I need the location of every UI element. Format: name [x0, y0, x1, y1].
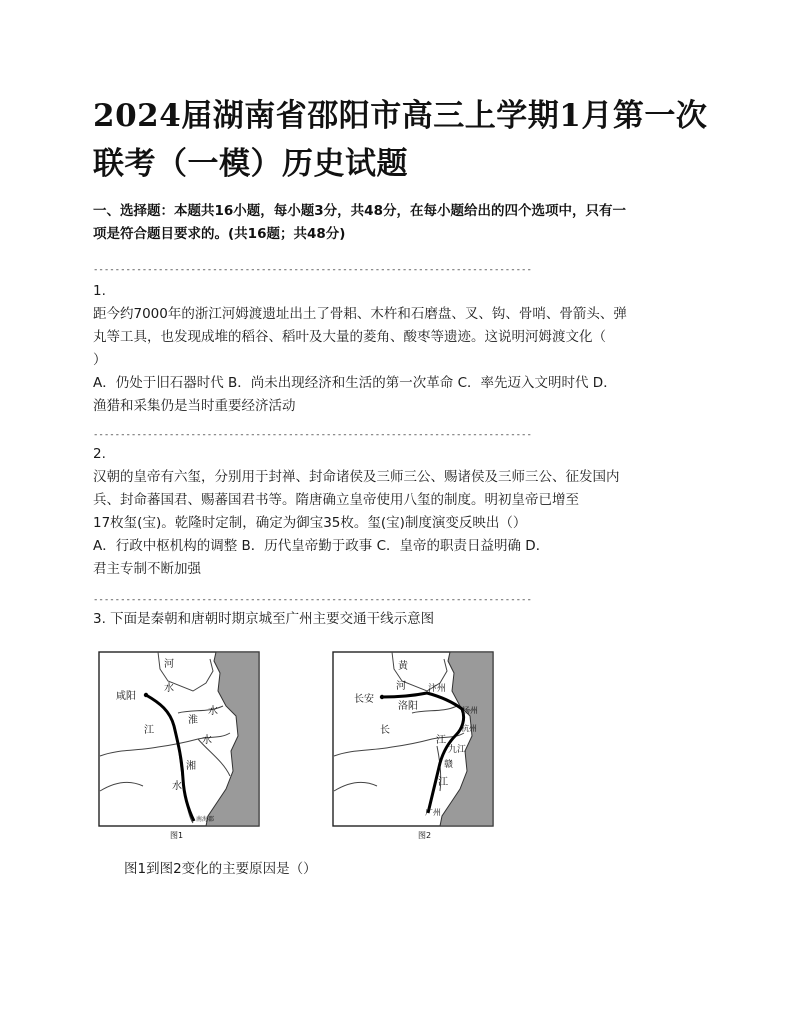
map-label: 赣 — [444, 760, 454, 770]
question-text: 距今约7000年的浙江河姆渡遗址出土了骨耜、木杵和石磨盘、叉、钩、骨哨、骨箭头、弹 — [93, 306, 627, 322]
map-label: 江 — [438, 777, 448, 788]
question-3 — [93, 608, 705, 631]
map-figure-1 — [98, 651, 268, 843]
map-label: 水 — [208, 706, 218, 717]
question-text: 汉朝的皇帝有六玺，分别用于封禅、封命诸侯及三师三公、赐诸侯及三师三公、征发国内 — [93, 469, 620, 485]
question-options: A．行政中枢机构的调整 B．历代皇帝勤于政事 C．皇帝的职责日益明确 D． — [93, 538, 550, 554]
question-options: 君主专制不断加强 — [93, 561, 201, 577]
tang-route-map — [332, 651, 502, 843]
section-line-1: 一、选择题：本题共16小题，每小题3分，共48分，在每小题给出的四个选项中，只有一 — [93, 203, 626, 219]
question-3-prompt: 图1到图2变化的主要原因是（） — [124, 861, 317, 877]
question-text: 兵、封命蕃国君、赐蕃国君书等。隋唐确立皇帝使用八玺的制度。明初皇帝已增至 — [93, 492, 579, 508]
map-label: 河 — [396, 681, 406, 692]
question-1 — [93, 280, 705, 418]
divider-1: --------------------------------------------------------------------------------- — [93, 265, 532, 275]
question-options: 渔猎和采集仍是当时重要经济活动 — [93, 398, 296, 414]
map-figure-2 — [332, 651, 502, 843]
figure-caption: 图2 — [418, 831, 432, 840]
map-label: 江 — [436, 735, 446, 746]
question-text: 17枚玺(宝)。乾隆时定制，确定为御宝35枚。玺(宝)制度演变反映出（） — [93, 515, 527, 531]
map-label: 水 — [172, 781, 182, 792]
map-label-yangzhou: 扬州 — [462, 706, 478, 715]
map-label-hangzhou: 杭州 — [461, 724, 477, 733]
map-label: 江 — [144, 725, 154, 736]
map-label: 淮 — [188, 715, 198, 726]
divider-2: --------------------------------------------------------------------------------- — [93, 430, 532, 440]
question-number: 1. — [93, 283, 106, 299]
map-label-luoyang: 洛阳 — [398, 701, 418, 712]
title-line-2: 联考（一模）历史试题 — [93, 146, 408, 182]
page-title — [93, 92, 713, 188]
map-label: 河 — [164, 659, 174, 670]
map-label-xianyang: 咸阳 — [116, 691, 136, 702]
map-label: 湘 — [186, 761, 196, 772]
question-text: 丸等工具，也发现成堆的稻谷、稻叶及大量的菱角、酸枣等遗迹。这说明河姆渡文化（ — [93, 329, 606, 345]
question-2 — [93, 443, 705, 581]
title-line-1: 2024届湖南省邵阳市高三上学期1月第一次 — [93, 98, 708, 134]
figure-caption: 图1 — [170, 831, 184, 840]
question-text: 3. 下面是秦朝和唐朝时期京城至广州主要交通干线示意图 — [93, 611, 435, 627]
question-options: A．仍处于旧石器时代 B．尚未出现经济和生活的第一次革命 C．率先迈入文明时代 D． — [93, 375, 617, 391]
question-text: ） — [93, 352, 107, 368]
map-label-guangzhou: 广州 — [425, 808, 441, 817]
map-label-bianzhou: 汴州 — [428, 684, 447, 694]
map-label: 长 — [380, 725, 390, 736]
map-label: 水 — [202, 735, 212, 746]
qin-route-map — [98, 651, 268, 843]
map-label: 黄 — [398, 661, 408, 672]
section-heading — [93, 200, 703, 246]
divider-3: --------------------------------------------------------------------------------- — [93, 595, 532, 605]
map-label: 水 — [164, 683, 174, 694]
section-line-2: 项是符合题目要求的。(共16题；共48分) — [93, 226, 346, 242]
map-label-changan: 长安 — [354, 694, 374, 705]
question-number: 2. — [93, 446, 106, 462]
map-label-jiujiang: 九江 — [448, 745, 467, 755]
map-label: 南海郡 — [196, 816, 215, 823]
